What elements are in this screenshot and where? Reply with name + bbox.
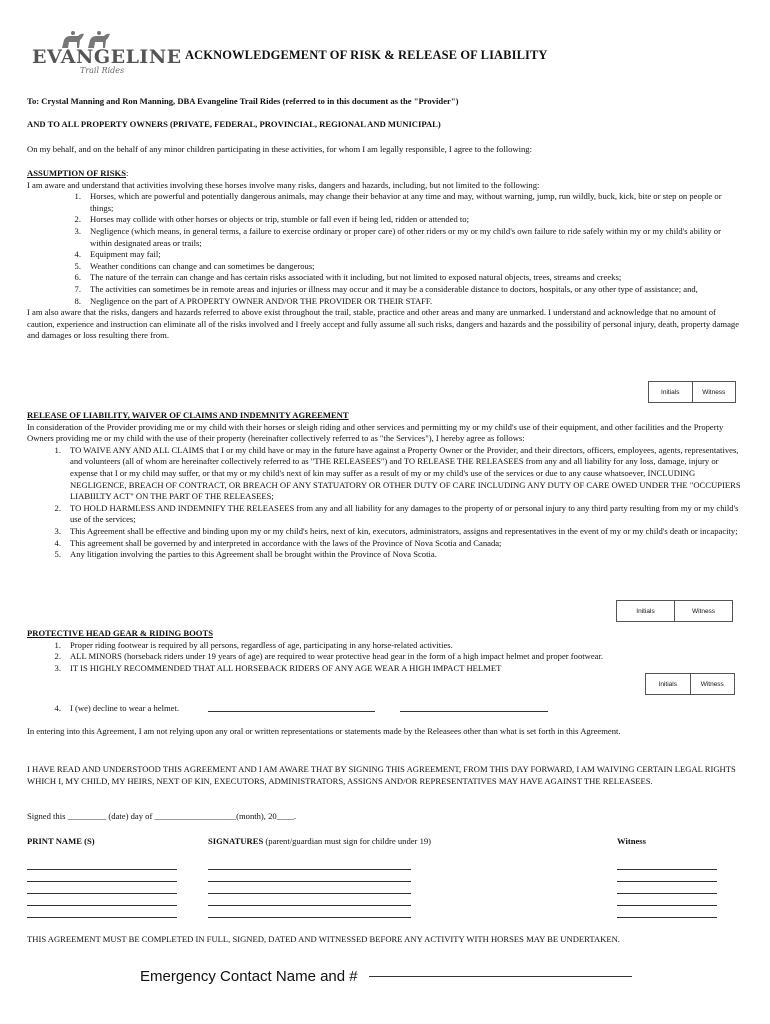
emergency-contact-label: Emergency Contact Name and # [140, 968, 358, 985]
list-item: 3. This Agreement shall be effective and binding upon my or my child's heirs, next of kin, executors, administrators, assigns and representatives in the event of my or my child's death or incapacity; [54, 525, 738, 536]
signature-line[interactable] [208, 884, 411, 894]
emergency-contact-line[interactable] [369, 976, 632, 977]
document-title: ACKNOWLEDGEMENT OF RISK & RELEASE OF LIABILITY [185, 48, 548, 62]
initials-cell[interactable]: Initials [636, 607, 655, 615]
witness-line[interactable] [617, 908, 717, 918]
decline-witness-line[interactable] [400, 702, 548, 712]
initials-cell[interactable]: Initials [658, 680, 677, 688]
release-section [27, 410, 742, 561]
initials-witness-box[interactable] [648, 381, 736, 403]
signature-line[interactable] [208, 908, 411, 918]
list-item: 4. This agreement shall be governed by and interpreted in accordance with the laws of the Province of Nova Scotia and Canada; [54, 537, 502, 548]
logo-wordmark: EVANGELINE [32, 46, 182, 68]
headgear-heading: PROTECTIVE HEAD GEAR & RIDING BOOTS [27, 628, 213, 638]
signature-line[interactable] [208, 860, 411, 870]
witness-line[interactable] [617, 872, 717, 882]
list-item: 3. IT IS HIGHLY RECOMMENDED THAT ALL HORSEBACK RIDERS OF ANY AGE WEAR A HIGH IMPACT HELMET [54, 662, 502, 673]
release-intro: In consideration of the Provider providing me or my child with their horses or sleigh riding and other services and permitting my or my child's use of their equipment, and other facilities and the Property Owners providing me or my child with the use of their property (hereinafter collectively referred to as "the Services"), I hereby agree as follows: [27, 421, 724, 444]
signed-date-line[interactable]: Signed this _________ (date) day of ___________________(month), 20____. [27, 811, 297, 821]
assumption-closing: I am also aware that the risks, dangers and hazards referred to above exist throughout the trail, stable, practice and other areas and many are unmarked. I understand and acknowledge that no amount of caution, experience and instruction can eliminate all of the risks involved and I freely accept and fully assume all such risks, dangers and hazards and the possibility of personal injury, death, property damage and damages or loss resulting there from. [27, 307, 740, 341]
witness-cell[interactable]: Witness [692, 382, 736, 402]
signature-line[interactable] [208, 896, 411, 906]
list-item: 5. Any litigation involving the parties to this Agreement shall be brought within the Province of Nova Scotia. [54, 549, 437, 560]
acknowledgement-paragraph: I HAVE READ AND UNDERSTOOD THIS AGREEMENT AND I AM AWARE THAT BY SIGNING THIS AGREEMENT, FROM THIS DAY FORWARD, I AM WAIVING CERTAIN LEGAL RIGHTS WHICH I, MY CHILD, MY HEIRS, NEXT OF KIN, EXECUTORS, ADMINISTRATORS, ASSIGNS AND/OR REPRESENTATIVES MAY HAVE AGAINST THE RELEASEES. [27, 764, 736, 786]
assumption-heading: ASSUMPTION OF RISKS [27, 168, 127, 178]
behalf-line: On my behalf, and on the behalf of any minor children participating in these activities, for whom I am legally responsible, I agree to the following: [27, 144, 532, 154]
list-item: 5. Weather conditions can change and can sometimes be dangerous; [74, 260, 315, 271]
list-item: 8. Negligence on the part of A PROPERTY OWNER AND/OR THE PROVIDER OR THEIR STAFF. [74, 295, 433, 306]
to-line: To: Crystal Manning and Ron Manning, DBA Evangeline Trail Rides (referred to in this document as the "Provider") [27, 96, 459, 106]
initials-witness-box[interactable] [616, 600, 733, 622]
witness-header: Witness [617, 836, 646, 846]
risk-list [59, 191, 742, 307]
print-name-header: PRINT NAME (S) [27, 836, 95, 846]
list-item: 6. The nature of the terrain can change and has certain risks associated with it including, but not limited to exposed natural objects, trees, streams and creeks; [74, 272, 622, 283]
list-item: 1. Proper riding footwear is required by all persons, regardless of age, participating in any horse-related activities. [54, 639, 453, 650]
list-item: 2. TO HOLD HARMLESS AND INDEMNIFY THE RELEASEES from any and all liability for any damages to the property of or personal injury to any third party resulting from my or my child's use of the services; [54, 502, 739, 525]
witness-cell[interactable]: Witness [674, 601, 732, 621]
headgear-section [27, 628, 742, 674]
witness-line[interactable] [617, 884, 717, 894]
list-item: 4. Equipment may fail; [74, 249, 161, 260]
witness-line[interactable] [617, 896, 717, 906]
witness-cell[interactable]: Witness [690, 674, 735, 694]
print-name-line[interactable] [27, 872, 177, 882]
decline-signature-line[interactable] [208, 702, 375, 712]
property-owners-line: AND TO ALL PROPERTY OWNERS (PRIVATE, FEDERAL, PROVINCIAL, REGIONAL AND MUNICIPAL) [27, 119, 441, 129]
release-heading: RELEASE OF LIABILITY, WAIVER OF CLAIMS AND INDEMNITY AGREEMENT [27, 410, 349, 420]
initials-cell[interactable]: Initials [661, 388, 680, 396]
witness-lines [617, 860, 717, 918]
signature-line[interactable] [208, 872, 411, 882]
initials-witness-box[interactable] [645, 673, 735, 695]
print-name-line[interactable] [27, 908, 177, 918]
headgear-list [39, 640, 739, 675]
list-item: 1. TO WAIVE ANY AND ALL CLAIMS that I or my child have or may in the future have against a Property Owner or the Provider, and their directors, officers, employees, agents, representatives, and volunteers (all of whom are hereinafter collectively referred to as "THE RELEASEES") and TO RELEASE THE RELEASEES from any and all liability for any loss, damage, injury or expense that I or my child may suffer, or that my or my child's next of kin may suffer as a result of my or my child's use of the services or due to any cause whatsoever, INCLUDING NEGLIGENCE, BREACH OF CONTRACT, OR BREACH OF ANY STATUATORY OR OTHER DUTY OF CARE INCLUDING ANY DUTY OF CARE OWED UNDER THE "OCCUPIERS LIABIILTY ACT" ON THE PART OF THE RELEASEES; [54, 444, 741, 502]
final-notice: THIS AGREEMENT MUST BE COMPLETED IN FULL, SIGNED, DATED AND WITNESSED BEFORE ANY ACTIVITY WITH HORSES MAY BE UNDERTAKEN. [27, 934, 620, 944]
list-item: 1. Horses, which are powerful and potentially dangerous animals, may change their behavior at any time and may, without warning, jump, run wildly, buck, kick, bite or step on people or things; [74, 191, 722, 213]
assumption-heading-colon: : [126, 168, 129, 178]
list-item: 2. Horses may collide with other horses or objects or trip, stumble or fall even if being led, ridden or attended to; [74, 214, 469, 225]
decline-helmet-row: 4. I (we) decline to wear a helmet. [54, 703, 180, 713]
list-item: 3. Negligence (which means, in general terms, a failure to exercise ordinary or proper care) of other riders or my or my child's own failure to ride safely within my or my child's ability or within designated areas or trails; [74, 225, 721, 248]
print-name-line[interactable] [27, 860, 177, 870]
signature-lines [208, 860, 411, 918]
list-item: 2. ALL MINORS (horseback riders under 19 years of age) are required to wear protective head gear in the form of a high impact helmet and proper footwear. [54, 651, 604, 662]
logo-subtitle: Trail Rides [80, 66, 125, 75]
assumption-section [27, 168, 742, 342]
assumption-intro: I am aware and understand that activities involving these horses involve many risks, dangers and hazards, including, but not limited to the following: [27, 179, 540, 190]
signatures-header: SIGNATURES (parent/guardian must sign for childre under 19) [208, 836, 432, 846]
release-list [39, 445, 742, 561]
print-name-line[interactable] [27, 896, 177, 906]
evangeline-logo [30, 30, 182, 80]
representations-paragraph: In entering into this Agreement, I am not relying upon any oral or written representations or statements made by the Releasees other than what is set forth in this Agreement. [27, 726, 621, 736]
witness-line[interactable] [617, 860, 717, 870]
print-name-line[interactable] [27, 884, 177, 894]
list-item: 7. The activities can sometimes be in remote areas and injuries or illness may occur and it may be a considerable distance to doctors, hospitals, or any other type of assistance; and, [74, 283, 698, 294]
decline-helmet-text: I (we) decline to wear a helmet. [70, 703, 180, 713]
print-name-lines [27, 860, 177, 918]
